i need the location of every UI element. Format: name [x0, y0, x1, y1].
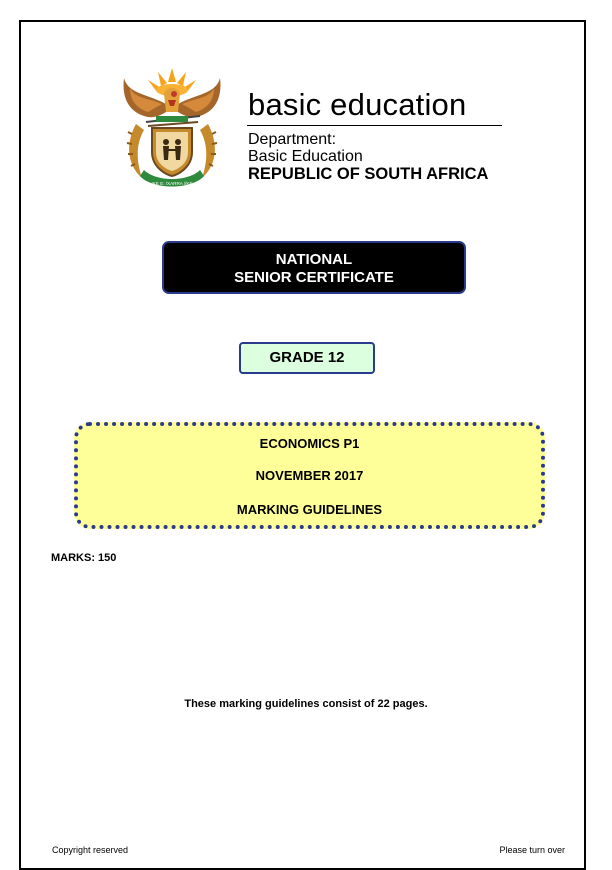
department-name: Basic Education: [248, 148, 363, 165]
department-label: Department:: [248, 131, 337, 148]
page-count-note: These marking guidelines consist of 22 pages.: [184, 698, 428, 710]
country-name: REPUBLIC OF SOUTH AFRICA: [248, 165, 489, 183]
subject-panel: [74, 422, 545, 529]
coat-of-arms-emblem: [118, 64, 226, 196]
total-marks: MARKS: 150: [51, 552, 117, 564]
certificate-banner: [162, 241, 466, 294]
secretary-bird-icon: [164, 88, 180, 112]
footer-turn-over: Please turn over: [499, 845, 565, 855]
certificate-line-national: NATIONAL: [275, 251, 353, 268]
brand-underline: [247, 125, 502, 126]
exam-session: NOVEMBER 2017: [255, 468, 364, 483]
emblem-motto: !KE E: /XARRA //KE: [151, 181, 193, 186]
subject-title: ECONOMICS P1: [259, 436, 360, 451]
grade-badge: GRADE 12: [239, 342, 375, 374]
certificate-line-senior: SENIOR CERTIFICATE: [234, 269, 394, 286]
brand-title: basic education: [248, 87, 467, 122]
shield-icon: [152, 128, 192, 176]
footer-copyright: Copyright reserved: [52, 845, 129, 855]
document-type: MARKING GUIDELINES: [236, 502, 383, 517]
